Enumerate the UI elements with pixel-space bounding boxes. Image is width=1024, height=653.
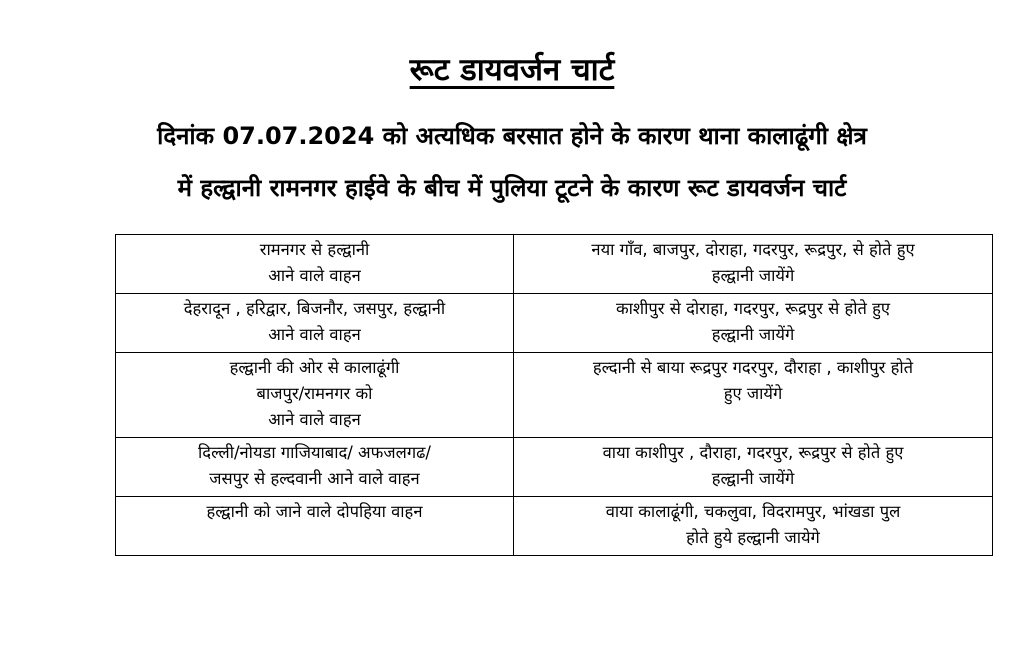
- cell-line: आने वाले वाहन: [268, 410, 361, 429]
- route-cell: [514, 235, 993, 294]
- cell-line: नया गाँव, बाजपुर, दोराहा, गदरपुर, रूद्रपुर, से होते हुए: [591, 240, 915, 259]
- cell-line: बाजपुर/रामनगर को: [256, 384, 373, 403]
- cell-line: देहरादून , हरिद्वार, बिजनौर, जसपुर, हल्द्वानी: [183, 299, 446, 318]
- origin-cell: [116, 235, 514, 294]
- table-row: [116, 353, 993, 438]
- cell-line: वाया कालाढूंगी, चकलुवा, विदरामपुर, भांखडा पुल: [605, 502, 901, 521]
- cell-line: हल्द्वानी की ओर से कालाढूंगी: [229, 358, 400, 377]
- route-cell: [514, 294, 993, 353]
- cell-line: होते हुये हल्द्वानी जायेगे: [686, 528, 820, 547]
- origin-cell: [116, 497, 514, 556]
- cell-line: जसपुर से हल्दवानी आने वाले वाहन: [209, 469, 420, 488]
- route-cell: [514, 353, 993, 438]
- origin-cell: [116, 353, 514, 438]
- table-row: [116, 497, 993, 556]
- cell-line: रामनगर से हल्द्वानी: [259, 240, 370, 259]
- document-subtitle-line-1: दिनांक 07.07.2024 को अत्यधिक बरसात होने के कारण थाना कालाढूंगी क्षेत्र: [157, 122, 867, 150]
- document-title: रूट डायवर्जन चार्ट: [409, 52, 615, 88]
- origin-cell: [116, 438, 514, 497]
- cell-line: हल्दानी से बाया रूद्रपुर गदरपुर, दौराहा , काशीपुर होते: [592, 358, 914, 377]
- cell-line: हल्द्वानी जायेंगे: [711, 266, 795, 285]
- cell-line: हल्द्वानी जायेंगे: [711, 325, 795, 344]
- cell-line: हल्द्वानी को जाने वाले दोपहिया वाहन: [206, 502, 423, 521]
- route-diversion-table: [115, 234, 993, 556]
- document-subtitle-line-2: में हल्द्वानी रामनगर हाईवे के बीच में पुलिया टूटने के कारण रूट डायवर्जन चार्ट: [177, 174, 847, 202]
- cell-line: वाया काशीपुर , दौराहा, गदरपुर, रूद्रपुर से होते हुए: [602, 443, 904, 462]
- cell-line: आने वाले वाहन: [268, 325, 361, 344]
- cell-line: आने वाले वाहन: [268, 266, 361, 285]
- table-row: [116, 235, 993, 294]
- route-cell: [514, 438, 993, 497]
- origin-cell: [116, 294, 514, 353]
- cell-line: दिल्ली/नोयडा गाजियाबाद/ अफजलगढ/: [198, 443, 431, 462]
- cell-line: काशीपुर से दोराहा, गदरपुर, रूद्रपुर से होते हुए: [615, 299, 891, 318]
- table-row: [116, 438, 993, 497]
- table-row: [116, 294, 993, 353]
- cell-line: हल्द्वानी जायेंगे: [711, 469, 795, 488]
- cell-line: हुए जायेंगे: [723, 384, 783, 403]
- route-cell: [514, 497, 993, 556]
